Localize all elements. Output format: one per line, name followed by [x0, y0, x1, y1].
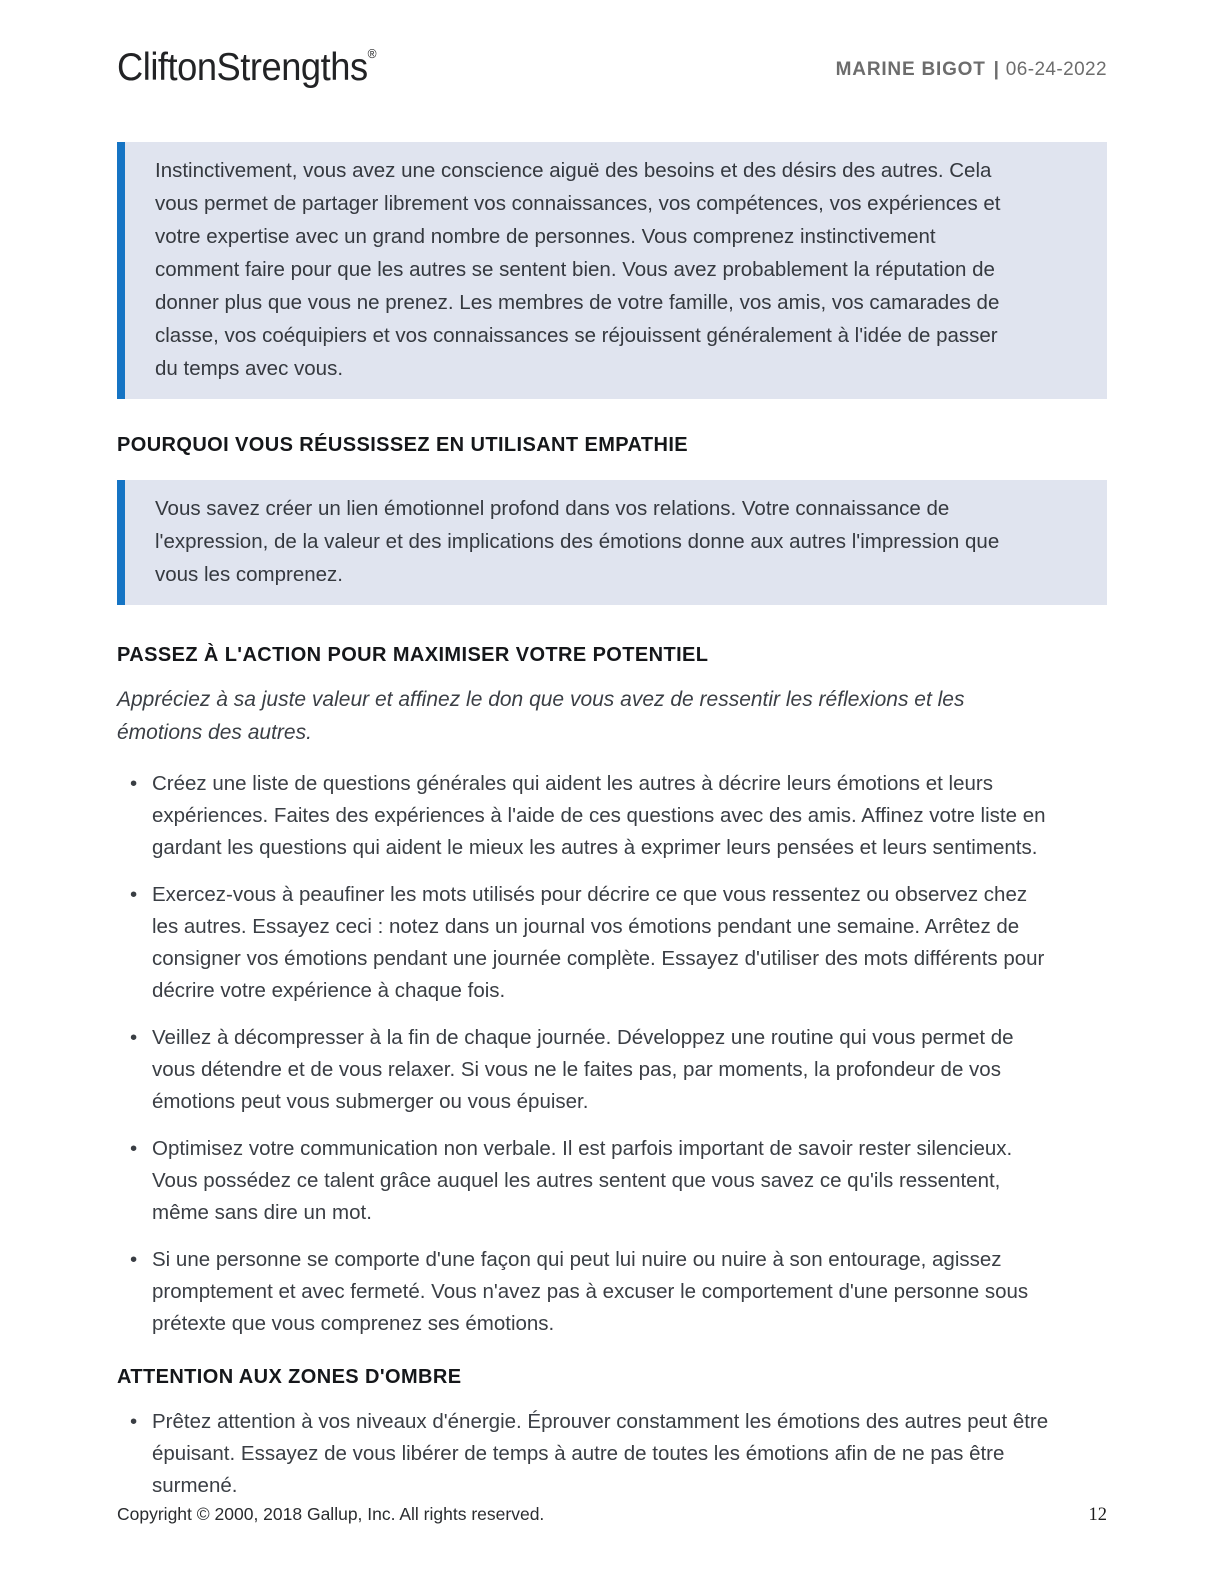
list-item: • Veillez à décompresser à la fin de chaque journée. Développez une routine qui vous permet de vous détendre et de vous relaxer. Si vous ne le faites pas, par moments, la profondeur de vos émotions peut vous submerger ou vous épuiser.	[117, 1022, 1057, 1118]
report-date: 06-24-2022	[1005, 59, 1107, 80]
cliftonstrengths-logo	[117, 46, 377, 90]
page-number: 12	[1088, 1505, 1107, 1525]
page-footer	[117, 1504, 1107, 1526]
section-title-take-action: PASSEZ À L'ACTION POUR MAXIMISER VOTRE POTENTIEL	[117, 644, 709, 666]
intro-callout	[117, 142, 1107, 399]
take-action-bullet-list	[117, 768, 1107, 1340]
take-action-lead: Appréciez à sa juste valeur et affinez le don que vous avez de ressentir les réflexions et les émotions des autres.	[117, 688, 965, 744]
logo-text: CliftonStrengths	[117, 46, 368, 89]
list-item: • Exercez-vous à peaufiner les mots utilisés pour décrire ce que vous ressentez ou observez chez les autres. Essayez ceci : notez dans un journal vos émotions pendant une semaine. Arrêtez de consigner vos émotions pendant une journée complète. Essayez d'utiliser des mots différents pour décrire votre expérience à chaque fois.	[117, 879, 1057, 1007]
registered-trademark-mark: ®	[367, 46, 377, 61]
report-meta	[836, 59, 1107, 81]
meta-separator: |	[993, 59, 1000, 80]
section-title-why-you-succeed: POURQUOI VOUS RÉUSSISSEZ EN UTILISANT EMPATHIE	[117, 434, 689, 456]
blind-spots-bullet-list	[117, 1406, 1107, 1502]
list-item: • Créez une liste de questions générales qui aident les autres à décrire leurs émotions et leurs expériences. Faites des expériences à l'aide de ces questions avec des amis. Affinez votre liste en gardant les questions qui aident le mieux les autres à exprimer leurs pensées et leurs sentiments.	[117, 768, 1057, 864]
intro-callout-text: Instinctivement, vous avez une conscience aiguë des besoins et des désirs des autres. Cela vous permet de partager librement vos connaissances, vos compétences, vos expériences et votre expertise avec un grand nombre de personnes. Vous comprenez instinctivement comment faire pour que les autres se sentent bien. Vous avez probablement la réputation de donner plus que vous ne prenez. Les membres de votre famille, vos amis, vos camarades de classe, vos coéquipiers et vos connaissances se réjouissent généralement à l'idée de passer du temps avec vous.	[155, 159, 1001, 380]
list-item: • Prêtez attention à vos niveaux d'énergie. Éprouver constamment les émotions des autres peut être épuisant. Essayez de vous libérer de temps à autre de toutes les émotions afin de ne pas être surmené.	[117, 1406, 1057, 1502]
why-succeed-callout	[117, 480, 1107, 605]
user-name: MARINE BIGOT	[835, 59, 986, 80]
header	[117, 0, 1107, 90]
list-item: • Si une personne se comporte d'une façon qui peut lui nuire ou nuire à son entourage, agissez promptement et avec fermeté. Vous n'avez pas à excuser le comportement d'une personne sous prétexte que vous comprenez ses émotions.	[117, 1244, 1057, 1340]
copyright-notice: Copyright © 2000, 2018 Gallup, Inc. All rights reserved.	[117, 1504, 545, 1524]
list-item: • Optimisez votre communication non verbale. Il est parfois important de savoir rester silencieux. Vous possédez ce talent grâce auquel les autres sentent que vous savez ce qu'ils ressentent, même sans dire un mot.	[117, 1133, 1057, 1229]
why-succeed-callout-text: Vous savez créer un lien émotionnel profond dans vos relations. Votre connaissance de l'expression, de la valeur et des implications des émotions donne aux autres l'impression que vous les comprenez.	[155, 497, 1000, 586]
section-title-blind-spots: ATTENTION AUX ZONES D'OMBRE	[117, 1366, 462, 1388]
